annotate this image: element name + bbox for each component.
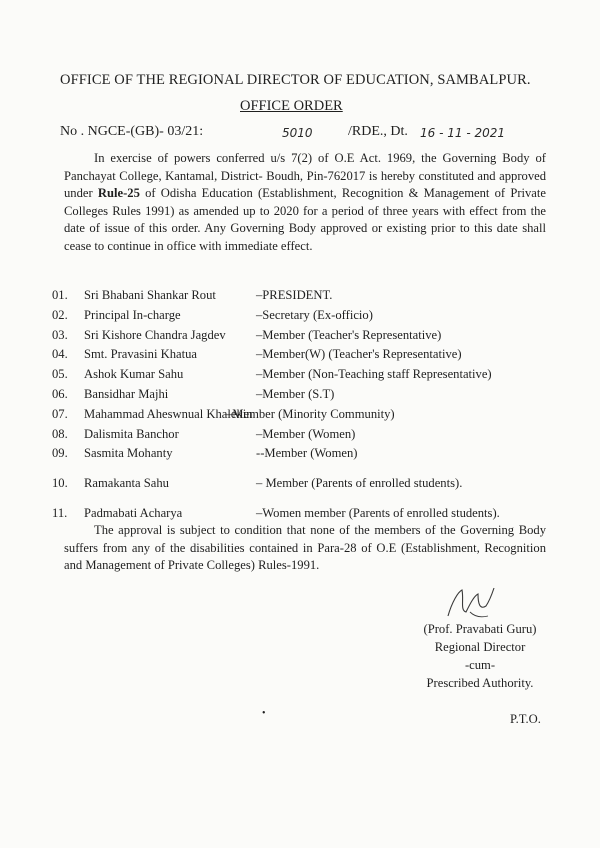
stray-mark: •	[262, 708, 266, 719]
member-name: Sasmita Mohanty	[84, 446, 173, 461]
reference-number-prefix: No . NGCE-(GB)- 03/21:	[60, 124, 204, 139]
member-role: –Women member (Parents of enrolled students).	[256, 505, 500, 520]
member-number: 09.	[52, 446, 68, 461]
member-name: Bansidhar Majhi	[84, 386, 169, 401]
member-row	[52, 308, 552, 328]
members-list	[52, 288, 552, 526]
member-number: 04.	[52, 347, 68, 362]
member-name: Mahammad Aheswnual Khalekin	[84, 406, 253, 421]
member-name: Ramakanta Sahu	[84, 476, 169, 491]
signatory-cum: -cum-	[464, 658, 496, 672]
member-role: –Member (Minority Community)	[226, 406, 395, 421]
member-number: 01.	[52, 288, 68, 302]
reference-number-handwritten: 5010	[282, 126, 313, 140]
member-role: –Member(W) (Teacher's Representative)	[256, 347, 462, 362]
member-row	[52, 387, 552, 407]
pto-label: P.T.O.	[510, 712, 541, 726]
member-role: –Member (Non-Teaching staff Representative)	[256, 367, 492, 382]
order-paragraph	[64, 150, 546, 256]
member-row	[52, 407, 552, 427]
member-number: 07.	[52, 406, 68, 421]
signatory-designation: Regional Director	[434, 640, 526, 654]
member-row	[52, 347, 552, 367]
member-row	[52, 328, 552, 348]
signatory-authority: Prescribed Authority.	[426, 676, 534, 690]
office-title: OFFICE OF THE REGIONAL DIRECTOR OF EDUCATION, SAMBALPUR.	[60, 72, 531, 88]
member-role: --Member (Women)	[256, 446, 358, 461]
member-row	[52, 476, 552, 496]
member-row	[52, 446, 552, 466]
member-role: –Secretary (Ex-officio)	[256, 307, 373, 322]
member-role: –Member (S.T)	[256, 386, 335, 401]
reference-line	[60, 124, 505, 140]
member-row	[52, 427, 552, 447]
approval-condition-paragraph: The approval is subject to condition that none of the members of the Governing Body suffers from any of the disabilities contained in Para-28 of O.E (Establishment, Recognition and Management of Private Colleges) Rules-1991.	[64, 523, 546, 573]
member-number: 03.	[52, 327, 68, 342]
member-row	[52, 288, 552, 308]
paragraph-text-end: of Odisha Education (Establishment, Recognition & Management of Private Colleges Rules 1991) as amended up to 2020 for a period of three years with effect from the date of issue of this order. Any Governing Body approved or existing prior to this date shall cease to continue in office with immediate effect.	[64, 186, 546, 253]
signatory-block	[410, 620, 550, 692]
member-number: 08.	[52, 426, 68, 441]
signatory-name: (Prof. Pravabati Guru)	[423, 622, 537, 636]
member-number: 11.	[52, 505, 68, 520]
member-number: 02.	[52, 307, 68, 322]
member-number: 06.	[52, 386, 68, 401]
office-code: /RDE., Dt.	[348, 124, 408, 139]
rule-reference: Rule-25	[97, 186, 140, 201]
order-title: OFFICE ORDER	[240, 98, 343, 114]
member-role: –Member (Women)	[256, 426, 356, 441]
member-number: 05.	[52, 367, 68, 382]
member-role: –Member (Teacher's Representative)	[256, 327, 442, 342]
member-row	[52, 367, 552, 387]
paragraph-text-start: In exercise of powers conferred u/s 7(2) of O.E Act. 1969, the Governing Body of Panchayat College, Kantamal, District- Boudh, Pin-762017 is hereby constituted and approved under	[64, 151, 546, 201]
date-handwritten: 16 - 11 - 2021	[420, 126, 505, 140]
member-role: – Member (Parents of enrolled students).	[256, 476, 463, 491]
member-name: Smt. Pravasini Khatua	[84, 347, 197, 362]
member-name: Sri Bhabani Shankar Rout	[84, 288, 216, 302]
member-name: Principal In-charge	[84, 307, 181, 322]
member-name: Ashok Kumar Sahu	[84, 367, 184, 382]
member-name: Padmabati Acharya	[84, 505, 183, 520]
member-role: –PRESIDENT.	[256, 288, 333, 302]
member-name: Dalismita Banchor	[84, 426, 179, 441]
member-number: 10.	[52, 476, 68, 491]
member-name: Sri Kishore Chandra Jagdev	[84, 327, 226, 342]
